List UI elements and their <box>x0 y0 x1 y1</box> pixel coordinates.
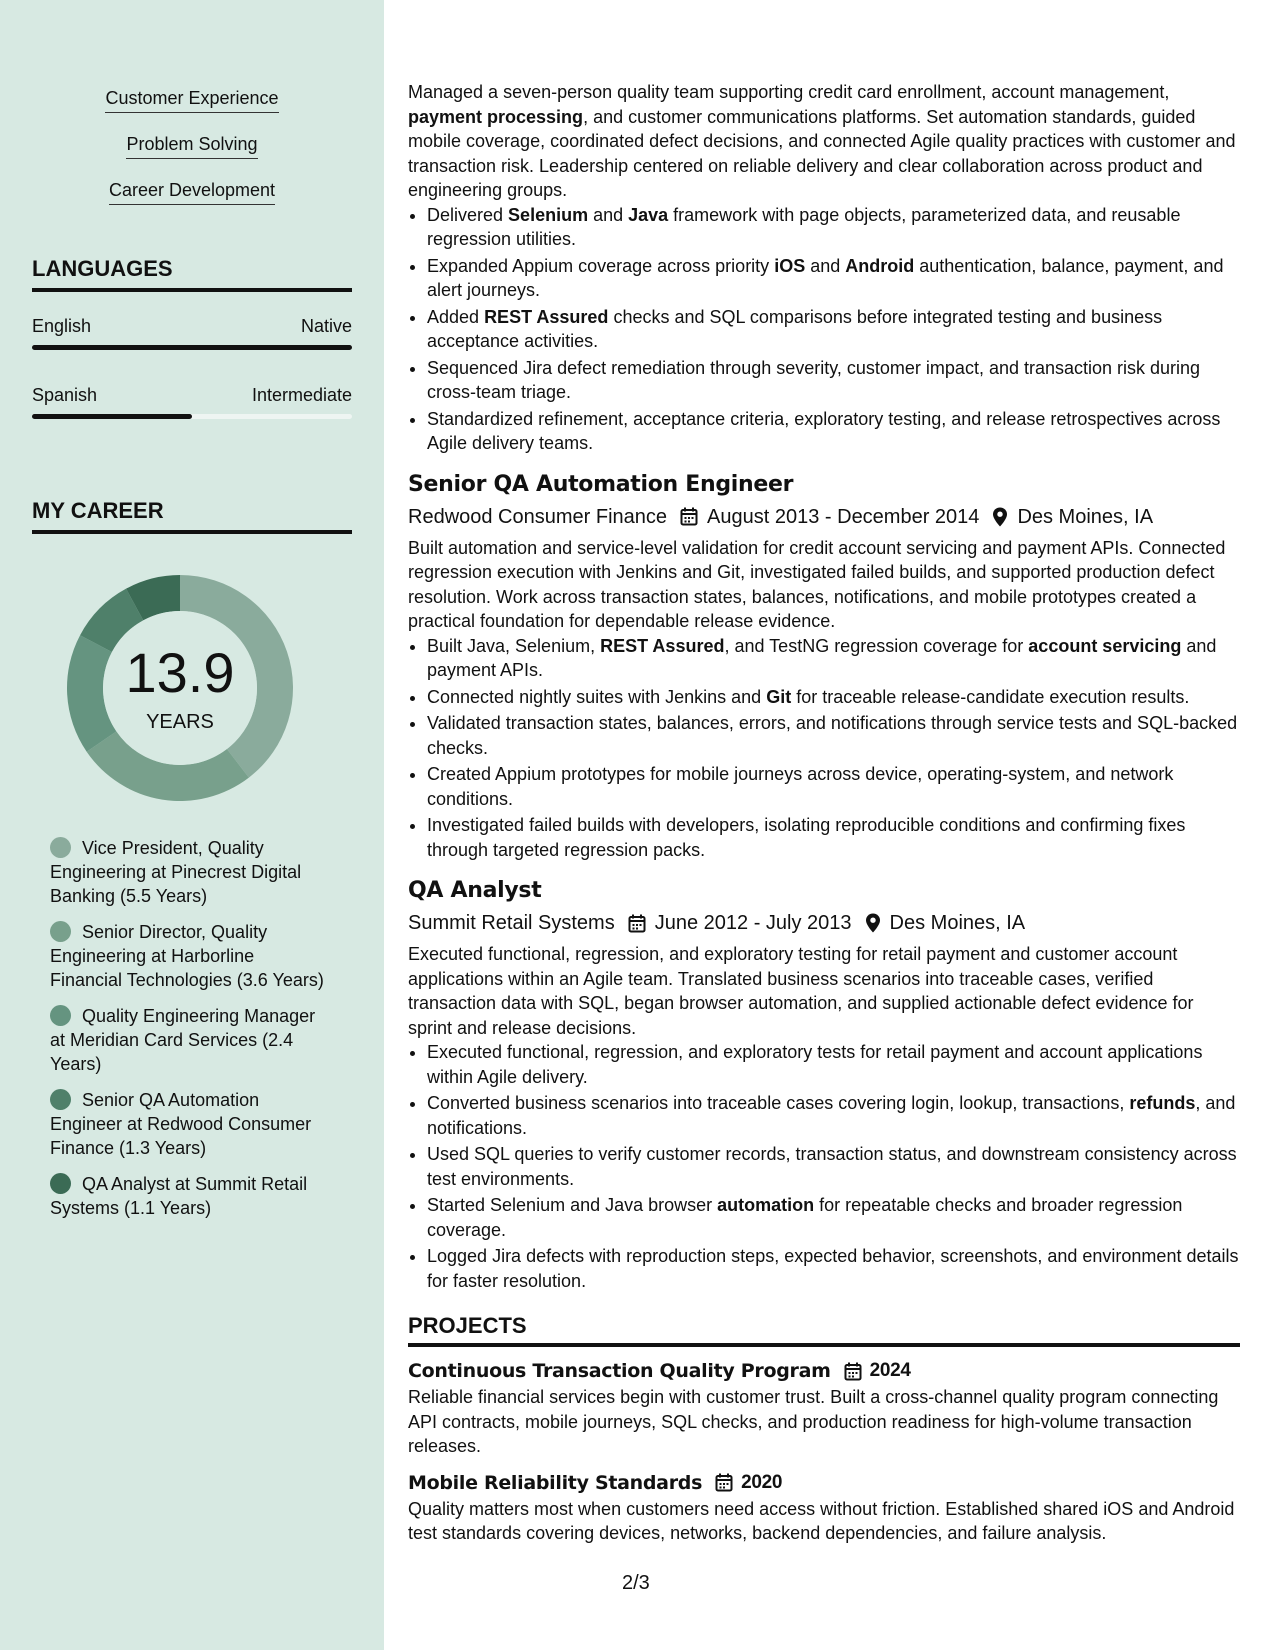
project-description: Reliable financial services begin with customer trust. Built a cross-channel quality program connecting API contracts, mobile journeys, SQL checks, and production readiness for high-volume transaction releases. <box>408 1387 1219 1456</box>
job-title: Senior QA Automation Engineer <box>408 471 794 497</box>
career-heading: MY CAREER <box>32 496 352 534</box>
language-level: Native <box>300 316 352 336</box>
bullet-item: • Built Java, Selenium, REST Assured, and TestNG regression coverage for account servicing and payment APIs. <box>427 634 1240 683</box>
career-legend-item <box>50 1172 330 1220</box>
career-legend-item <box>50 920 330 992</box>
career-total-years: 13.9 <box>125 641 235 704</box>
language-name: English <box>32 316 92 336</box>
project-year: 2024 <box>869 1360 911 1381</box>
job-bullets <box>408 634 1240 863</box>
language-name: Spanish <box>32 385 98 405</box>
project-title-row <box>408 1469 1240 1497</box>
location-pin-icon <box>865 913 881 933</box>
skills-list <box>0 86 384 224</box>
job-bullets <box>408 1040 1240 1293</box>
project-title: Continuous Transaction Quality Program <box>408 1360 831 1382</box>
language-bar <box>32 345 352 350</box>
language-row <box>32 314 352 338</box>
main-content <box>408 80 1240 1546</box>
bullet-item: • Used SQL queries to verify customer records, transaction status, and downstream consistency across test environments. <box>427 1142 1240 1191</box>
bullet-item: • Delivered Selenium and Java framework with page objects, parameterized data, and reusable regression utilities. <box>427 203 1240 252</box>
career-role-label: Quality Engineering Manager at Meridian Card Services (2.4 Years) <box>50 1006 316 1074</box>
bullet-item: • Standardized refinement, acceptance criteria, exploratory testing, and release retrospectives across Agile delivery teams. <box>427 407 1240 456</box>
career-role-label: Senior Director, Quality Engineering at Harborline Financial Technologies (3.6 Years) <box>50 922 324 990</box>
job-dates: August 2013 - December 2014 <box>707 505 980 528</box>
skill-item: Problem Solving <box>126 132 257 159</box>
legend-dot <box>50 1005 71 1026</box>
bullet-item: • Connected nightly suites with Jenkins and Git for traceable release-candidate execution results. <box>427 685 1240 710</box>
legend-dot <box>50 837 71 858</box>
job-summary: Executed functional, regression, and exploratory testing for retail payment and customer account applications within an Agile team. Translated business scenarios into traceable cases, verified transaction data with SQL, began browser automation, and supplied actionable defect evidence for sprint and release decisions. <box>408 944 1194 1038</box>
job-bullets <box>408 203 1240 456</box>
calendar-icon <box>628 914 646 933</box>
calendar-icon <box>680 507 698 526</box>
bullet-item: • Added REST Assured checks and SQL comparisons before integrated testing and business acceptance activities. <box>427 305 1240 354</box>
job-location: Des Moines, IA <box>889 912 1026 934</box>
bullet-item: • Executed functional, regression, and exploratory tests for retail payment and account applications within Agile delivery. <box>427 1040 1240 1089</box>
sidebar <box>0 0 384 1650</box>
career-role-label: Senior QA Automation Engineer at Redwood Consumer Finance (1.3 Years) <box>50 1090 312 1158</box>
job-company: Redwood Consumer Finance <box>408 505 668 528</box>
languages-heading: LANGUAGES <box>32 254 352 292</box>
career-donut-chart <box>66 574 294 802</box>
career-legend <box>50 836 330 1232</box>
career-role-label: QA Analyst at Summit Retail Systems (1.1 Years) <box>50 1174 308 1218</box>
language-bar-fill <box>32 414 192 419</box>
project-year: 2020 <box>741 1471 783 1493</box>
calendar-icon <box>844 1362 862 1381</box>
legend-dot <box>50 1089 71 1110</box>
project-title-row <box>408 1357 1240 1385</box>
career-legend-item <box>50 836 330 908</box>
skill-item: Customer Experience <box>105 86 278 113</box>
job-meta <box>408 908 1240 938</box>
job-meta <box>408 502 1240 532</box>
language-bar-fill <box>32 345 352 350</box>
bullet-item: • Started Selenium and Java browser automation for repeatable checks and broader regression coverage. <box>427 1193 1240 1242</box>
career-legend-item <box>50 1088 330 1160</box>
job-summary: Managed a seven-person quality team supporting credit card enrollment, account management, payment processing, and customer communications platforms. Set automation standards, guided mobile coverage, coordinated defect decisions, and connected Agile quality practices with customer and transaction risk. Leadership centered on reliable delivery and clear collaboration across product and engineering groups. <box>408 82 1236 200</box>
location-pin-icon <box>992 507 1008 527</box>
project-title: Mobile Reliability Standards <box>408 1471 703 1494</box>
bullet-item: • Expanded Appium coverage across priority iOS and Android authentication, balance, payment, and alert journeys. <box>427 254 1240 303</box>
language-bar <box>32 414 352 419</box>
bullet-item: • Converted business scenarios into traceable cases covering login, lookup, transactions, refunds, and notifications. <box>427 1091 1240 1140</box>
calendar-icon <box>715 1473 733 1492</box>
page-number-text: 2/3 <box>622 1572 650 1594</box>
career-legend-item <box>50 1004 330 1076</box>
career-total-unit: YEARS <box>146 711 214 733</box>
bullet-item: • Investigated failed builds with developers, isolating reproducible conditions and confirming fixes through targeted regression packs. <box>427 813 1240 862</box>
bullet-item: • Logged Jira defects with reproduction steps, expected behavior, screenshots, and environment details for faster resolution. <box>427 1244 1240 1293</box>
skill-item: Career Development <box>109 178 275 205</box>
bullet-item: • Created Appium prototypes for mobile journeys across device, operating-system, and network conditions. <box>427 762 1240 811</box>
bullet-item: • Sequenced Jira defect remediation through severity, customer impact, and transaction risk during cross-team triage. <box>427 356 1240 405</box>
job-location: Des Moines, IA <box>1017 505 1154 528</box>
project-description: Quality matters most when customers need access without friction. Established shared iOS and Android test standards covering devices, networks, backend dependencies, and failure analysis. <box>408 1498 1235 1543</box>
job-title: QA Analyst <box>408 878 542 903</box>
job-company: Summit Retail Systems <box>408 912 615 934</box>
legend-dot <box>50 1173 71 1194</box>
language-level: Intermediate <box>251 385 352 405</box>
job-dates: June 2012 - July 2013 <box>654 912 852 934</box>
language-row <box>32 383 352 407</box>
projects-heading: PROJECTS <box>408 1311 1240 1347</box>
career-role-label: Vice President, Quality Engineering at Pinecrest Digital Banking (5.5 Years) <box>50 838 302 906</box>
legend-dot <box>50 921 71 942</box>
bullet-item: • Validated transaction states, balances, errors, and notifications through service tests and SQL-backed checks. <box>427 711 1240 760</box>
job-summary: Built automation and service-level validation for credit account servicing and payment APIs. Connected regression execution with Jenkins and Git, investigated failed builds, and supported production defect resolution. Work across transaction states, balances, notifications, and mobile prototypes created a practical foundation for dependable release evidence. <box>408 537 1226 631</box>
